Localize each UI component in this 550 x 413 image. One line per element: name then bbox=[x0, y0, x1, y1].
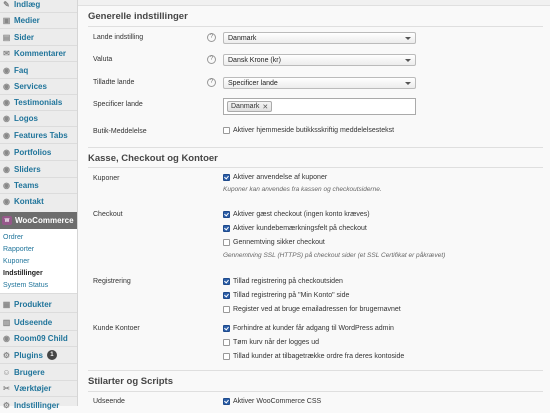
field-label-specific-countries: Specificer lande bbox=[93, 101, 143, 108]
coupons-checkbox[interactable]: Aktiver anvendelse af kuponer bbox=[223, 174, 327, 181]
registration-checkout-checkbox[interactable]: Tillad registrering på checkoutsiden bbox=[223, 278, 343, 285]
help-icon[interactable]: ? bbox=[207, 33, 216, 42]
secure-checkout-checkbox[interactable]: Gennemtving sikker checkout bbox=[223, 239, 325, 246]
currency-select[interactable]: Dansk Krone (kr) bbox=[223, 54, 416, 66]
logos-icon: ◉ bbox=[3, 113, 10, 123]
registration-myaccount-checkbox[interactable]: Tillad registrering på "Min Konto" side bbox=[223, 292, 349, 299]
checkbox[interactable] bbox=[223, 127, 230, 134]
tools-icon: ✂ bbox=[3, 383, 10, 393]
menu-item-contact[interactable]: ◉ Kontakt bbox=[3, 196, 44, 206]
menu-item-settings[interactable]: ⚙ Indstillinger bbox=[2, 400, 60, 410]
menu-item-tools[interactable]: ✂ Værktøjer bbox=[0, 380, 77, 397]
portfolio-icon: ◉ bbox=[3, 147, 10, 157]
menu-item-teams[interactable]: ◉ Teams bbox=[0, 177, 77, 194]
checkbox[interactable] bbox=[223, 325, 230, 332]
chevron-down-icon bbox=[405, 82, 411, 85]
settings-content bbox=[78, 0, 550, 406]
clear-cart-checkbox[interactable]: Tøm kurv når der logges ud bbox=[223, 339, 319, 346]
store-notice-checkbox[interactable]: Aktiver hjemmeside butikksskriftig meddelelsestekst bbox=[223, 127, 394, 134]
comments-icon: ✉ bbox=[3, 48, 10, 58]
registration-email-checkbox[interactable]: Register ved at bruge emailadressen for brugernavnet bbox=[223, 306, 401, 313]
checkbox[interactable] bbox=[223, 211, 230, 218]
secure-checkout-description: Gennemtving SSL (HTTPS) på checkout sider (et SSL Certifikat er påkrævet) bbox=[223, 252, 446, 259]
pages-icon: ▤ bbox=[2, 32, 11, 42]
field-label-coupons: Kuponer bbox=[93, 175, 120, 182]
menu-item-faq[interactable]: ◉ Faq bbox=[0, 62, 77, 79]
field-label-registration: Registrering bbox=[93, 278, 131, 285]
menu-item-room09-child[interactable]: ◉ Room09 Child bbox=[0, 330, 77, 347]
testimonials-icon: ◉ bbox=[3, 97, 10, 107]
menu-item-portfolios[interactable]: ◉ Portfolios bbox=[0, 144, 77, 161]
cancel-orders-checkbox[interactable]: Tillad kunder at tilbagetrække ordre fra deres kontoside bbox=[223, 353, 404, 360]
coupons-description: Kuponer kan anvendes fra kassen og checkoutsiderne. bbox=[223, 186, 382, 193]
submenu-settings[interactable]: Indstillinger bbox=[3, 270, 43, 277]
menu-item-media[interactable]: ▣ Medier bbox=[0, 12, 77, 29]
submenu-orders[interactable]: Ordrer bbox=[3, 234, 24, 241]
settings-icon: ⚙ bbox=[2, 400, 11, 410]
divider bbox=[88, 147, 543, 148]
guest-checkout-checkbox[interactable]: Aktiver gæst checkout (ingen konto kræves) bbox=[223, 211, 370, 218]
media-icon: ▣ bbox=[2, 15, 11, 25]
country-tag: Danmark ✕ bbox=[227, 101, 272, 112]
menu-item-appearance[interactable]: ▥ Udseende bbox=[0, 314, 77, 331]
submenu-reports[interactable]: Rapporter bbox=[3, 246, 35, 253]
field-label-customer-accounts: Kunde Kontoer bbox=[93, 325, 140, 332]
field-label-appearance: Udseende bbox=[93, 398, 125, 405]
menu-item-pages[interactable]: ▤ Sider bbox=[0, 29, 77, 46]
checkbox[interactable] bbox=[223, 353, 230, 360]
chevron-down-icon bbox=[405, 59, 411, 62]
checkbox[interactable] bbox=[223, 292, 230, 299]
section-title-general: Generelle indstillinger bbox=[88, 11, 188, 22]
divider bbox=[88, 26, 543, 27]
woocommerce-icon: W bbox=[2, 216, 12, 225]
appearance-icon: ▥ bbox=[2, 317, 11, 327]
users-icon: ☺ bbox=[2, 367, 11, 377]
divider bbox=[88, 391, 543, 392]
checkbox[interactable] bbox=[223, 239, 230, 246]
menu-item-sliders[interactable]: ◉ Sliders bbox=[0, 161, 77, 178]
submenu-system-status[interactable]: System Status bbox=[3, 282, 49, 289]
checkbox[interactable] bbox=[223, 398, 230, 405]
services-icon: ◉ bbox=[3, 81, 10, 91]
remove-tag-icon[interactable]: ✕ bbox=[262, 103, 269, 111]
plugins-update-badge: 1 bbox=[47, 350, 57, 360]
checkbox[interactable] bbox=[223, 278, 230, 285]
woocommerce-css-checkbox[interactable]: Aktiver WooCommerce CSS bbox=[223, 398, 321, 405]
divider bbox=[88, 370, 543, 371]
checkbox[interactable] bbox=[223, 174, 230, 181]
divider bbox=[88, 167, 543, 168]
menu-item-products[interactable]: ▦ Produkter bbox=[0, 296, 77, 313]
submenu-coupons[interactable]: Kuponer bbox=[3, 258, 30, 265]
menu-item-comments[interactable]: ✉ Kommentarer bbox=[0, 45, 77, 62]
section-title-checkout: Kasse, Checkout og Kontoer bbox=[88, 153, 218, 164]
menu-item-logos[interactable]: ◉ Logos bbox=[0, 110, 77, 127]
menu-item-woocommerce[interactable]: W WooCommerce bbox=[0, 212, 77, 229]
menu-item-features-tabs[interactable]: ◉ Features Tabs bbox=[0, 127, 77, 144]
admin-sidebar bbox=[0, 0, 78, 410]
field-label-checkout: Checkout bbox=[93, 211, 123, 218]
slider-icon: ◉ bbox=[3, 164, 10, 174]
menu-item-plugins[interactable]: ⚙ Plugins 1 bbox=[0, 347, 77, 364]
field-label-store-notice: Butik-Meddelelse bbox=[93, 128, 147, 135]
help-icon[interactable]: ? bbox=[207, 55, 216, 64]
field-label-country: Lande indstilling bbox=[93, 34, 144, 41]
menu-item-users[interactable]: ☺ Brugere bbox=[0, 364, 77, 381]
checkbox[interactable] bbox=[223, 306, 230, 313]
menu-item-posts[interactable]: ✎ Indlæg bbox=[0, 0, 77, 13]
menu-item-testimonials[interactable]: ◉ Testimonials bbox=[0, 94, 77, 111]
field-label-allowed-countries: Tilladte lande bbox=[93, 79, 135, 86]
teams-icon: ◉ bbox=[3, 180, 10, 190]
checkbox[interactable] bbox=[223, 225, 230, 232]
country-select[interactable]: Danmark bbox=[223, 32, 416, 44]
specific-countries-input[interactable] bbox=[223, 98, 416, 115]
tabs-icon: ◉ bbox=[3, 130, 10, 140]
plugins-icon: ⚙ bbox=[2, 350, 11, 360]
chevron-down-icon bbox=[405, 37, 411, 40]
order-notes-checkbox[interactable]: Aktiver kundebemærkningsfelt på checkout bbox=[223, 225, 367, 232]
contact-icon: ◉ bbox=[3, 196, 10, 206]
help-icon[interactable]: ? bbox=[207, 78, 216, 87]
field-label-currency: Valuta bbox=[93, 56, 113, 63]
checkbox[interactable] bbox=[223, 339, 230, 346]
allowed-countries-select[interactable]: Specificer lande bbox=[223, 77, 416, 89]
faq-icon: ◉ bbox=[3, 65, 10, 75]
section-title-styles: Stilarter og Scripts bbox=[88, 376, 173, 387]
products-icon: ▦ bbox=[2, 299, 11, 309]
menu-item-services[interactable]: ◉ Services bbox=[0, 78, 77, 95]
pin-icon: ✎ bbox=[3, 0, 10, 9]
prevent-admin-access-checkbox[interactable]: Forhindre at kunder får adgang til WordPress admin bbox=[223, 325, 394, 332]
theme-icon: ◉ bbox=[3, 333, 10, 343]
